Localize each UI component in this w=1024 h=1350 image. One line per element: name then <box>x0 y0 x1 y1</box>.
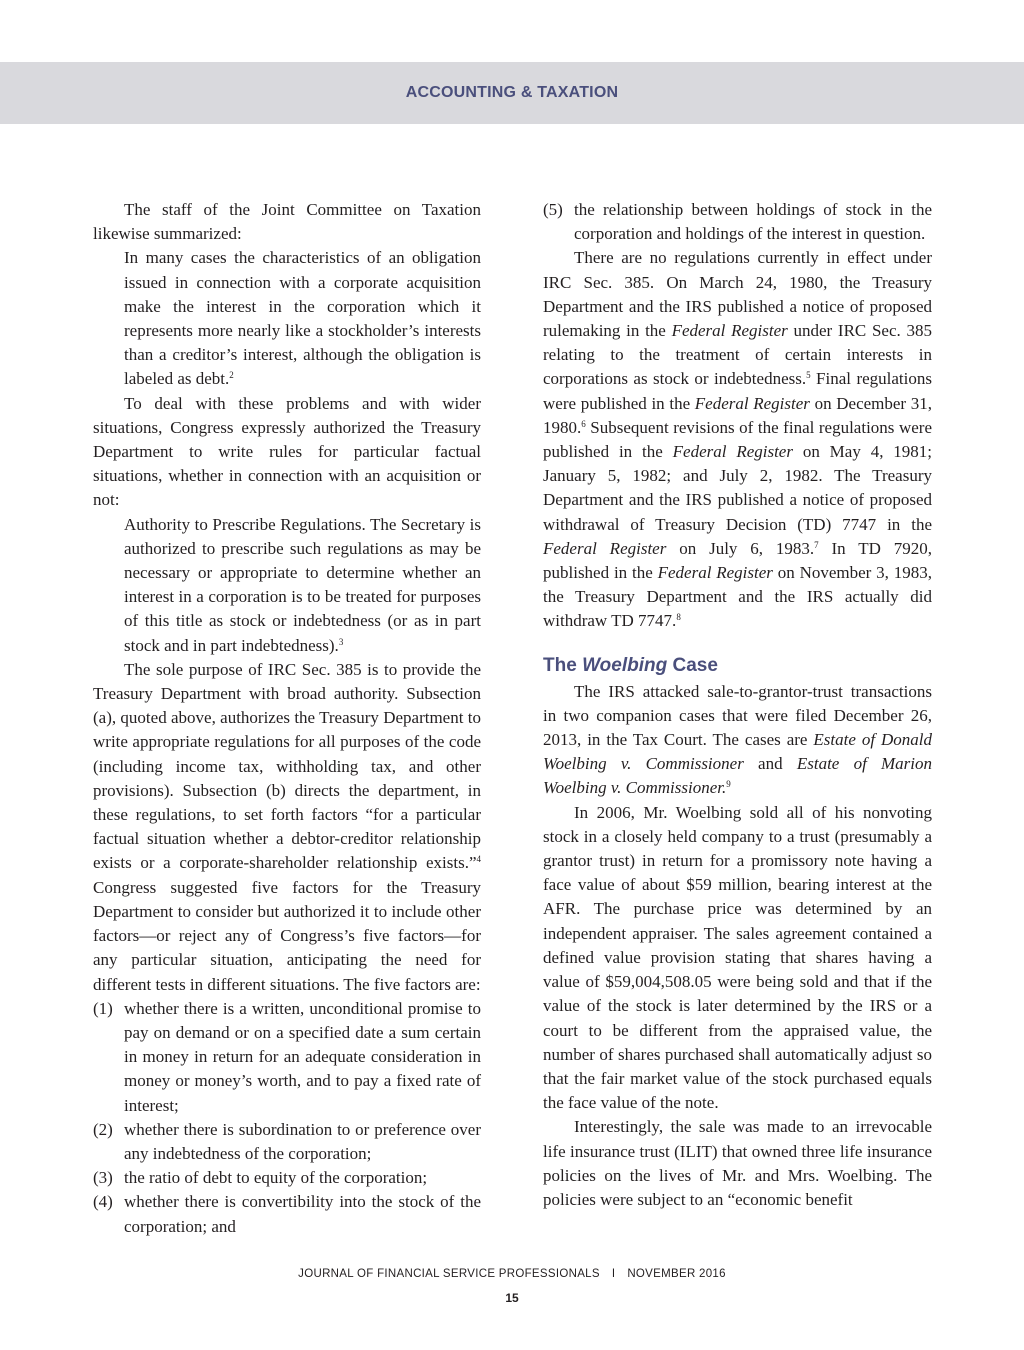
list-item: (2) whether there is subordination to or preference over any indebtedness of the corporation; <box>93 1119 481 1163</box>
paragraph: The staff of the Joint Committee on Taxation likewise summarized: <box>93 200 481 244</box>
issue-date: NOVEMBER 2016 <box>627 1268 726 1280</box>
list-item: (4) whether there is convertibility into the stock of the corporation; and <box>93 1192 481 1236</box>
paragraph: To deal with these problems and with wider situations, Congress expressly authorized the Treasury Department to write rules for particular factual situations, whether in connection with an acquisition or not: <box>93 393 481 510</box>
section-banner <box>0 62 1024 124</box>
list-item: (3) the ratio of debt to equity of the corporation; <box>93 1166 481 1190</box>
section-heading: The Woelbing Case <box>543 654 718 676</box>
footer-separator: I <box>611 1268 616 1280</box>
footnote-ref[interactable]: 7 <box>814 539 819 550</box>
footnote-ref[interactable]: 3 <box>338 636 344 647</box>
list-number: (4) <box>93 1192 113 1212</box>
left-column <box>93 198 481 1239</box>
list-number: (3) <box>93 1168 113 1188</box>
page-footer <box>0 1268 1024 1280</box>
paragraph: The sole purpose of IRC Sec. 385 is to provide the Treasury Department with broad authority. Subsection (a), quoted above, authorizes the Treasury Department to write appropriate regulations for all purposes of the code (including income tax, withholding tax, and other provisions). Subsection (b) directs the department, in these regulations, to set forth factors “for a particular factual situation whether a debtor-creditor relationship exists or a corporate-shareholder relationship exists.”$^4$ Congress suggested five factors for the Treasury Department to consider but authorized it to include other factors—or reject any of Congress’s five factors—for any particular situation, anticipating the need for different tests in different situations. The five factors are: <box>93 659 481 994</box>
paragraph: In 2006, Mr. Woelbing sold all of his nonvoting stock in a closely held company to a trust (presumably a grantor trust) in return for a promissory note having a face value of about $59 million, bearing interest at the AFR. The purchase price was determined by an independent appraiser. The sales agreement contained a defined value provision stating that shares having a value of $59,004,508.05 were being sold and that if the value of the stock is later determined by the IRS or a court to be different from the appraised value, the number of shares purchased shall automatically adjust so that the fair market value of the stock purchased equals the face value of the note. <box>543 802 932 1113</box>
block-quote: Authority to Prescribe Regulations. The Secretary is authorized to prescribe such regulations as may be necessary or appropriate to determine whether an interest in a corporation is to be treated for purposes of this title as stock or indebtedness (or as in part stock and in part indebtedness).$^3$ <box>124 514 481 655</box>
paragraph: The IRS attacked sale-to-grantor-trust transactions in two companion cases that were filed December 26, 2013, in the Tax Court. The cases are Estate of Donald Woelbing v. Commissioner and Estate of Marion Woelbing v. Commissioner.$^9$ <box>543 681 933 798</box>
footnote-ref[interactable]: 4 <box>476 854 481 865</box>
page-number: 15 <box>505 1291 519 1305</box>
list-item: (5) the relationship between holdings of stock in the corporation and holdings of the interest in question. <box>543 200 932 244</box>
footnote-ref[interactable]: 9 <box>726 779 731 790</box>
footnote-ref[interactable]: 5 <box>806 370 811 381</box>
section-title: ACCOUNTING & TAXATION <box>405 84 619 101</box>
journal-name: JOURNAL OF FINANCIAL SERVICE PROFESSIONALS <box>298 1268 600 1280</box>
list-number: (2) <box>93 1119 113 1139</box>
list-number: (5) <box>543 200 563 219</box>
block-quote: In many cases the characteristics of an obligation issued in connection with a corporate acquisition make the interest in the corporation which it represents more nearly like a stockholder’s interests than a creditor’s interest, although the obligation is labeled as debt.$^2$ <box>124 248 481 389</box>
footnote-ref[interactable]: 2 <box>229 370 234 381</box>
right-column <box>543 198 932 1212</box>
footnote-ref[interactable]: 8 <box>676 612 681 623</box>
paragraph: There are no regulations currently in effect under IRC Sec. 385. On March 24, 1980, the Treasury Department and the IRS published a notice of proposed rulemaking in the Federal Register under IRC Sec. 385 relating to the treatment of certain interests in corporations as stock or indebtedness.$^5$ Final regulations were published in the Federal Register on December 31, 1980.$^6$ Subsequent revisions of the final regulations were published in the Federal Register on May 4, 1981; January 5, 1982; and July 2, 1982. The Treasury Department and the IRS published a notice of proposed withdrawal of Treasury Decision (TD) 7747 in the Federal Register on July 6, 1983.$^7$ In TD 7920, published in the Federal Register on November 3, 1983, the Treasury Department and the IRS actually did withdraw TD 7747.$^8$ <box>543 248 933 631</box>
footnote-ref[interactable]: 6 <box>581 418 586 429</box>
paragraph: Interestingly, the sale was made to an irrevocable life insurance trust (ILIT) that owned three life insurance policies on the lives of Mr. and Mrs. Woelbing. The policies were subject to an “economic benefit <box>543 1117 932 1209</box>
list-number: (1) <box>93 998 113 1018</box>
list-item: (1) whether there is a written, unconditional promise to pay on demand or on a specified date a sum certain in money in return for an adequate consideration in money or money’s worth, and to pay a fixed rate of interest; <box>93 998 481 1115</box>
